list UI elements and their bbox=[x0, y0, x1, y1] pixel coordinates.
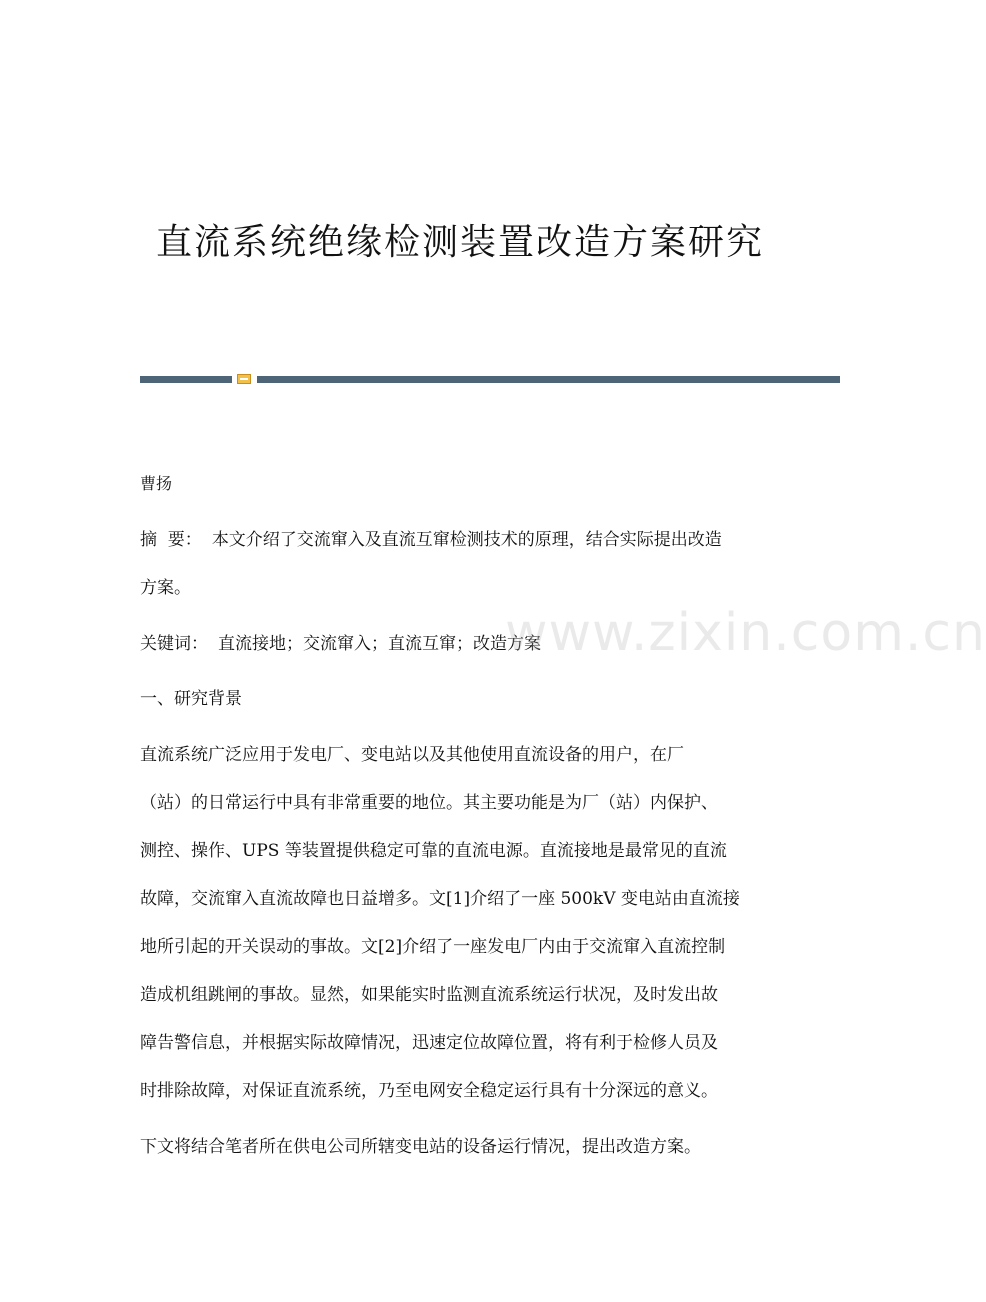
author-name: 曹扬 bbox=[140, 474, 173, 493]
watermark-text: www.zixin.com.cn bbox=[505, 603, 986, 663]
document-title: 直流系统绝缘检测装置改造方案研究 bbox=[155, 222, 764, 263]
divider-bar-right bbox=[257, 376, 840, 383]
section-heading: 一、研究背景 bbox=[140, 689, 242, 709]
body-line: 障告警信息，并根据实际故障情况，迅速定位故障位置，将有利于检修人员及 bbox=[140, 1033, 718, 1053]
body-line: 故障，交流窜入直流故障也日益增多。文[1]介绍了一座 500kV 变电站由直流接 bbox=[140, 889, 740, 909]
keywords-text: 直流接地；交流窜入；直流互窜；改造方案 bbox=[218, 634, 541, 654]
keywords-label: 关键词： bbox=[140, 634, 208, 654]
body-line: 时排除故障，对保证直流系统，乃至电网安全稳定运行具有十分深远的意义。 bbox=[140, 1081, 718, 1101]
body-line: 造成机组跳闸的事故。显然，如果能实时监测直流系统运行状况，及时发出故 bbox=[140, 985, 718, 1005]
body-line: 地所引起的开关误动的事故。文[2]介绍了一座发电厂内由于交流窜入直流控制 bbox=[140, 937, 726, 957]
closing-line: 下文将结合笔者所在供电公司所辖变电站的设备运行情况，提出改造方案。 bbox=[140, 1137, 701, 1157]
abstract-text-1: 本文介绍了交流窜入及直流互窜检测技术的原理，结合实际提出改造 bbox=[211, 530, 722, 550]
body-line: （站）的日常运行中具有非常重要的地位。其主要功能是为厂（站）内保护、 bbox=[140, 793, 718, 813]
title-divider bbox=[140, 374, 840, 384]
divider-bar-left bbox=[140, 376, 232, 383]
body-line: 测控、操作、UPS 等装置提供稳定可靠的直流电源。直流接地是最常见的直流 bbox=[140, 841, 727, 861]
abstract-label: 摘 要： bbox=[140, 530, 202, 550]
body-line: 直流系统广泛应用于发电厂、变电站以及其他使用直流设备的用户，在厂 bbox=[140, 745, 684, 765]
keywords-line bbox=[140, 632, 541, 656]
abstract-line-1 bbox=[140, 528, 722, 552]
divider-emblem-icon bbox=[237, 374, 251, 384]
abstract-line-2: 方案。 bbox=[140, 578, 191, 598]
